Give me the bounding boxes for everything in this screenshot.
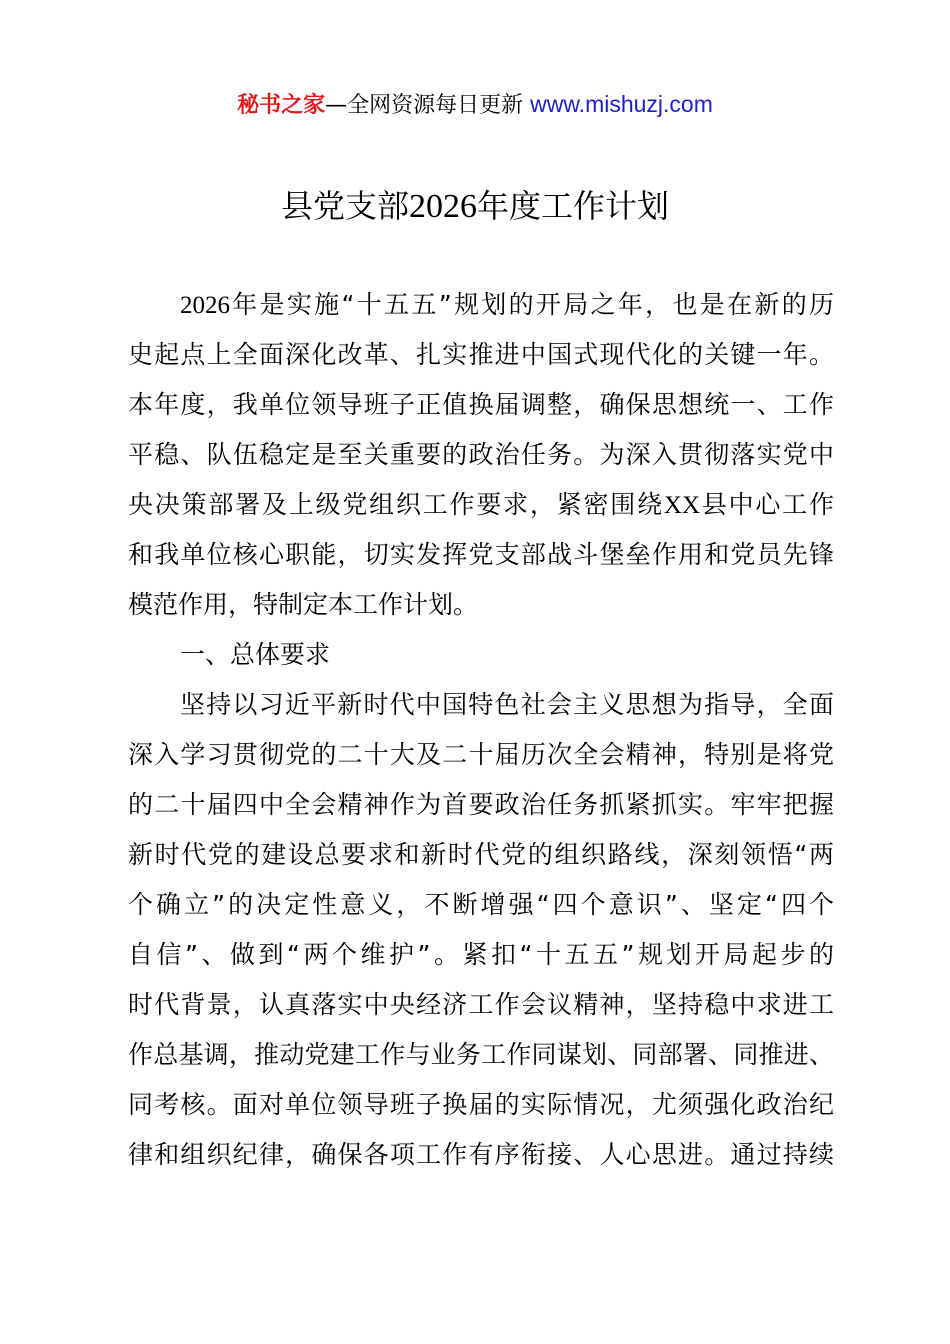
paragraph-line: 同考核。面对单位领导班子换届的实际情况，尤须强化政治纪 (128, 1090, 834, 1119)
line-text: 年是实施“十五五”规划的开局之年，也是在新的历 (230, 290, 834, 319)
site-url-link[interactable]: www.mishuzj.com (530, 91, 713, 117)
paragraph-line: 本年度，我单位领导班子正值换届调整，确保思想统一、工作 (128, 390, 834, 419)
section-heading: 一、总体要求 (180, 640, 331, 669)
paragraph-line: 的二十届四中全会精神作为首要政治任务抓紧抓实。牢牢把握 (128, 790, 834, 819)
paragraph-line: 个确立”的决定性意义，不断增强“四个意识”、坚定“四个 (128, 890, 834, 919)
line-text: 县中心工作 (700, 490, 834, 519)
paragraph-line (128, 480, 834, 530)
paragraph-line: 律和组织纪律，确保各项工作有序衔接、人心思进。通过持续 (128, 1140, 834, 1169)
document-title (0, 182, 950, 231)
paragraph-general-requirements (128, 680, 834, 1180)
document-body (128, 280, 834, 1180)
paragraph-line: 和我单位核心职能，切实发挥党支部战斗堡垒作用和党员先锋 (128, 540, 834, 569)
paragraph-line (128, 280, 834, 330)
paragraph-line: 深入学习贯彻党的二十大及二十届历次全会精神，特别是将党 (128, 740, 834, 769)
intro-year: 2026 (180, 292, 230, 319)
header-tagline: —全网资源每日更新 (325, 93, 524, 118)
title-year: 2026 (409, 188, 477, 225)
paragraph-line: 时代背景，认真落实中央经济工作会议精神，坚持稳中求进工 (128, 990, 834, 1019)
line-text: 央决策部署及上级党组织工作要求，紧密围绕 (128, 490, 664, 519)
title-prefix: 县党支部 (280, 187, 409, 225)
paragraph-line: 新时代党的建设总要求和新时代党的组织路线，深刻领悟“两 (128, 840, 834, 869)
paragraph-line: 作总基调，推动党建工作与业务工作同谋划、同部署、同推进、 (128, 1040, 834, 1069)
paragraph-line: 模范作用，特制定本工作计划。 (128, 590, 479, 619)
title-suffix: 年度工作计划 (477, 187, 670, 225)
paragraph-line: 史起点上全面深化改革、扎实推进中国式现代化的关键一年。 (128, 340, 834, 369)
paragraph-intro (128, 280, 834, 630)
paragraph-line: 平稳、队伍稳定是至关重要的政治任务。为深入贯彻落实党中 (128, 440, 834, 469)
paragraph-line: 自信”、做到“两个维护”。紧扣“十五五”规划开局起步的 (128, 940, 834, 969)
paragraph-line: 坚持以习近平新时代中国特色社会主义思想为指导，全面 (180, 690, 834, 719)
county-placeholder: XX (663, 492, 700, 519)
brand-name: 秘书之家 (237, 93, 326, 118)
site-header (0, 88, 950, 122)
